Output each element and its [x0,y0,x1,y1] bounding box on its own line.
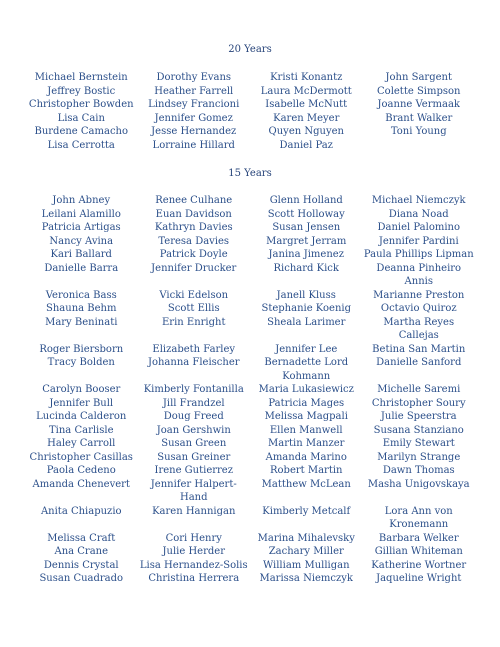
name-cell: Jennifer Bull [49,397,114,409]
name-cell: Betina San Martin [372,343,466,355]
name-cell: Erin Enright [162,316,226,328]
name-cell: Lisa Cain [57,112,105,124]
section-15-heading: 15 Years [228,168,272,179]
name-cell: Masha Unigovskaya [367,478,470,490]
name-cell: Anita Chiapuzio [40,505,122,517]
section-15-name-grid [25,194,475,586]
name-cell: Jeffrey Bostic [47,85,116,97]
name-cell: Kimberly Fontanilla [143,384,244,395]
name-cell: Deanna Pinheiro Annis [376,262,462,287]
name-cell: Kristi Konantz [270,72,343,83]
name-cell: Burdene Camacho [34,126,129,137]
name-cell: Amanda Marino [265,451,347,463]
name-cell: Christopher Casillas [29,451,133,463]
name-cell: Ellen Manwell [269,424,343,436]
name-cell: Lorraine Hillard [152,139,235,151]
name-cell: Robert Martin [270,465,343,476]
name-cell: Vicki Edelson [159,289,229,301]
name-cell: Quyen Nguyen [268,126,344,137]
name-cell: Marissa Niemczyk [259,573,353,584]
name-cell: Laura McDermott [260,85,352,97]
name-cell: Susan Cuadrado [39,573,124,584]
name-cell: Kari Ballard [50,249,112,260]
name-cell: Euan Davidson [155,208,232,220]
name-cell: Susan Jensen [272,222,341,233]
name-cell: Leilani Alamillo [41,208,121,220]
name-cell: Teresa Davies [158,235,230,247]
name-cell: Matthew McLean [261,478,351,490]
name-cell: Marianne Preston [373,289,465,301]
section-20-name-grid [25,71,475,152]
name-cell: Susan Greiner [157,451,231,463]
name-cell: Renee Culhane [155,195,233,206]
name-cell: John Abney [52,195,111,206]
name-cell: Johanna Fleischer [147,357,240,368]
name-cell: Patricia Mages [268,397,345,409]
name-cell: Karen Meyer [273,112,340,124]
name-cell: Susan Green [161,438,227,449]
name-cell: Joanne Vermaak [377,99,460,110]
name-cell: Brant Walker [385,112,453,124]
name-cell: Patrick Doyle [159,249,228,260]
name-cell: Michelle Saremi [377,384,461,395]
name-cell: Susana Stanziano [373,424,464,436]
name-cell: Kathryn Davies [154,222,233,233]
name-cell: Heather Farrell [154,85,234,97]
name-cell: Roger Biersborn [39,343,124,355]
name-cell: Scott Holloway [267,208,345,220]
name-cell: Irene Gutierrez [154,465,233,476]
name-cell: Colette Simpson [377,85,461,97]
name-cell: Doug Freed [163,411,224,422]
name-cell: Veronica Bass [45,289,117,301]
name-cell: Karen Hannigan [152,505,236,517]
name-cell: Nancy Avina [49,235,114,247]
name-cell: Sheala Larimer [267,316,346,328]
name-cell: Jennifer Pardini [378,235,459,247]
name-cell: Jennifer Gomez [154,112,233,124]
name-cell: John Sargent [385,72,452,83]
section-20-heading: 20 Years [228,44,272,55]
name-cell: Daniel Palomino [377,222,460,233]
name-cell: Tracy Bolden [47,357,115,368]
name-cell: Julie Herder [162,546,225,557]
name-cell: Christina Herrera [148,573,240,584]
name-cell: Mary Beninati [45,316,118,328]
name-cell: Jennifer Lee [275,343,338,355]
name-cell: Paola Cedeno [46,465,116,476]
name-cell: Melissa Craft [47,532,116,544]
name-cell: Jill Frandzel [162,397,225,409]
name-cell: Maria Lukasiewicz [258,384,354,395]
name-cell: Jaqueline Wright [376,573,462,584]
name-cell: Octavio Quiroz [380,303,457,314]
name-cell: Shauna Behm [46,303,117,314]
name-cell: Paula Phillips Lipman [363,249,474,260]
name-cell: Carolyn Booser [42,384,121,395]
name-cell: Kimberly Metcalf [262,505,351,517]
name-cell: Gillian Whiteman [374,546,463,557]
name-cell: Michael Bernstein [34,72,128,83]
name-cell: Margret Jerram [266,235,347,247]
name-cell: Barbara Welker [378,532,459,544]
name-cell: Zachary Miller [268,546,344,557]
name-cell: Marina Mihalevsky [257,532,355,544]
name-cell: Marilyn Strange [377,451,461,463]
name-cell: Lisa Hernandez-Solis [139,559,248,571]
name-cell: Katherine Wortner [371,559,467,571]
name-cell: Daniel Paz [279,139,333,151]
name-cell: Jennifer Drucker [151,262,237,274]
name-cell: Glenn Holland [269,195,343,206]
name-cell: Lisa Cerrotta [47,139,115,151]
name-cell: Ana Crane [54,546,109,557]
name-cell: Christopher Bowden [28,99,134,110]
name-cell: Dorothy Evans [156,72,232,83]
name-cell: Jennifer Halpert-Hand [150,478,237,503]
name-cell: Lucinda Calderon [36,411,127,422]
name-cell: Martin Manzer [268,438,345,449]
name-cell: Amanda Chenevert [32,478,130,490]
name-cell: Julie Speerstra [380,411,457,422]
name-cell: Danielle Sanford [376,357,462,368]
name-cell: Isabelle McNutt [265,99,348,110]
name-cell: Melissa Magpali [264,411,348,422]
name-cell: Scott Ellis [167,303,220,314]
name-cell: Tina Carlisle [49,424,114,436]
name-cell: Dawn Thomas [382,465,455,476]
name-cell: Lora Ann von Kronemann [384,505,453,530]
name-cell: Cori Henry [165,532,222,544]
name-cell: Haley Carroll [47,438,116,449]
name-cell: Jesse Hernandez [151,126,237,137]
name-cell: Martha Reyes Callejas [383,316,455,341]
name-cell: Richard Kick [273,262,339,274]
name-cell: Elizabeth Farley [152,343,236,355]
name-cell: Christopher Soury [371,397,466,409]
name-cell: Patricia Artigas [41,222,121,233]
name-cell: Emily Stewart [382,438,455,449]
name-cell: Toni Young [390,126,447,137]
name-cell: Diana Noad [388,208,449,220]
name-cell: Stephanie Koenig [261,303,351,314]
name-cell: Lindsey Francioni [148,99,240,110]
name-cell [363,139,476,153]
name-cell: Dennis Crystal [43,559,119,571]
name-cell: Janell Kluss [276,289,336,301]
name-cell: Joan Gershwin [156,424,231,436]
name-cell: Danielle Barra [44,262,119,274]
name-cell: Michael Niemczyk [371,195,466,206]
name-cell: William Mulligan [262,559,350,571]
name-cell: Janina Jimenez [268,249,344,260]
name-cell: Bernadette Lord Kohmann [264,357,349,382]
